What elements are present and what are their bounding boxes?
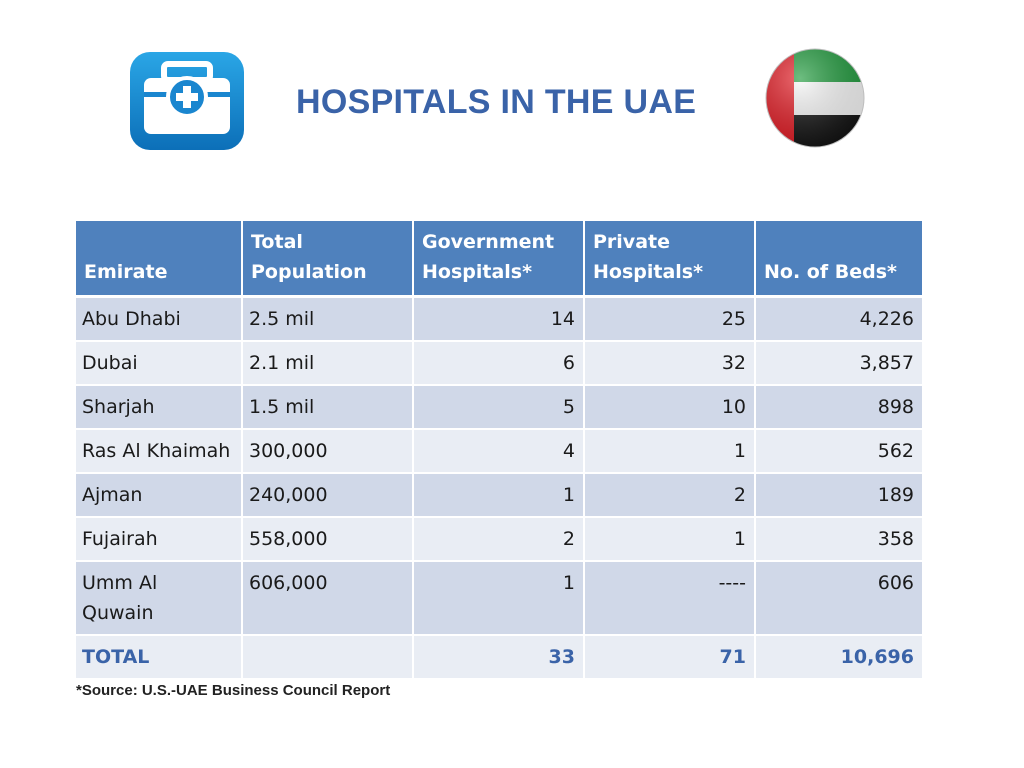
header-private-hospitals: Private Hospitals* <box>584 221 755 297</box>
cell-private: 2 <box>584 473 755 517</box>
cell-emirate: Ras Al Khaimah <box>76 429 242 473</box>
cell-emirate: Sharjah <box>76 385 242 429</box>
table-row <box>76 385 922 429</box>
cell-emirate: Ajman <box>76 473 242 517</box>
cell-beds: 3,857 <box>755 341 922 385</box>
cell-beds: 4,226 <box>755 297 922 342</box>
table-row <box>76 297 922 342</box>
cell-beds: 562 <box>755 429 922 473</box>
cell-population: 558,000 <box>242 517 413 561</box>
cell-private: 10 <box>584 385 755 429</box>
cell-beds: 606 <box>755 561 922 635</box>
total-beds: 10,696 <box>755 635 922 679</box>
cell-government: 1 <box>413 473 584 517</box>
cell-beds: 898 <box>755 385 922 429</box>
table-row <box>76 473 922 517</box>
cell-emirate: Dubai <box>76 341 242 385</box>
cell-population: 300,000 <box>242 429 413 473</box>
table-row <box>76 429 922 473</box>
table-row <box>76 341 922 385</box>
uae-flag-icon <box>764 47 866 149</box>
header-emirate: Emirate <box>76 221 242 297</box>
cell-private: 1 <box>584 517 755 561</box>
total-label: TOTAL <box>76 635 242 679</box>
table-row <box>76 517 922 561</box>
cell-emirate: Abu Dhabi <box>76 297 242 342</box>
cell-population: 2.1 mil <box>242 341 413 385</box>
header-total-population: Total Population <box>242 221 413 297</box>
cell-population: 240,000 <box>242 473 413 517</box>
cell-private: ---- <box>584 561 755 635</box>
cell-private: 1 <box>584 429 755 473</box>
header-government-hospitals: Government Hospitals* <box>413 221 584 297</box>
table-row <box>76 561 922 635</box>
cell-government: 2 <box>413 517 584 561</box>
medical-kit-icon <box>128 50 246 154</box>
cell-population: 606,000 <box>242 561 413 635</box>
cell-private: 25 <box>584 297 755 342</box>
cell-population: 2.5 mil <box>242 297 413 342</box>
source-footnote: *Source: U.S.-UAE Business Council Report <box>76 682 391 699</box>
cell-government: 6 <box>413 341 584 385</box>
cell-population: 1.5 mil <box>242 385 413 429</box>
cell-emirate: Fujairah <box>76 517 242 561</box>
cell-beds: 189 <box>755 473 922 517</box>
cell-government: 1 <box>413 561 584 635</box>
header-no-of-beds: No. of Beds* <box>755 221 922 297</box>
cell-government: 4 <box>413 429 584 473</box>
cell-emirate: Umm Al Quwain <box>76 561 242 635</box>
total-private: 71 <box>584 635 755 679</box>
cell-government: 14 <box>413 297 584 342</box>
cell-government: 5 <box>413 385 584 429</box>
total-population <box>242 635 413 679</box>
table-total-row <box>76 635 922 679</box>
table-header-row <box>76 221 922 297</box>
page-title: HOSPITALS IN THE UAE <box>296 83 697 121</box>
hospitals-table <box>76 221 922 680</box>
total-government: 33 <box>413 635 584 679</box>
cell-beds: 358 <box>755 517 922 561</box>
cell-private: 32 <box>584 341 755 385</box>
